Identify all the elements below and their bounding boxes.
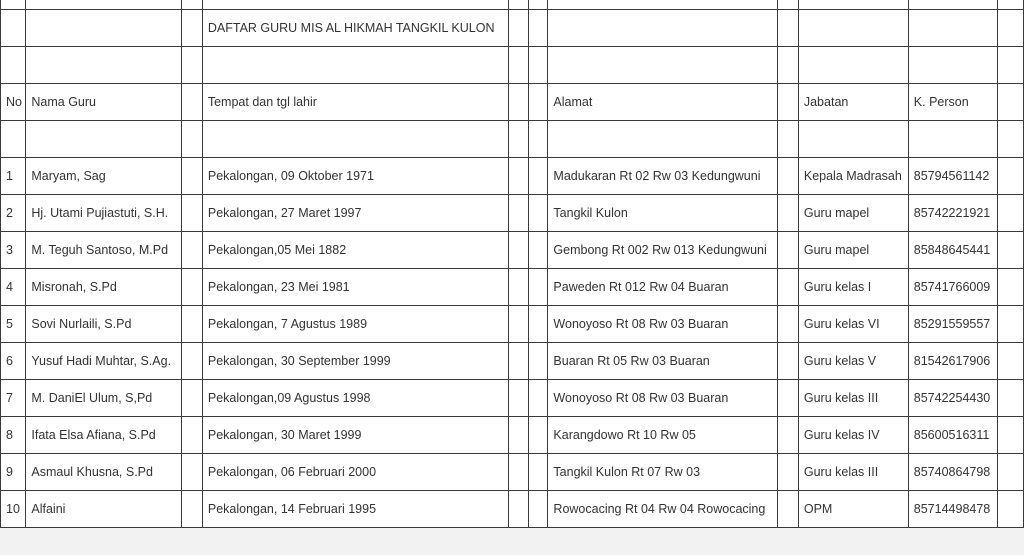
table-row <box>1 232 1024 269</box>
cell-jabatan: Guru mapel <box>798 232 908 269</box>
cell-kontak: 81542617906 <box>908 343 997 380</box>
cell-ttl: Pekalongan, 06 Februari 2000 <box>202 454 508 491</box>
cell-no: 9 <box>1 454 26 491</box>
cell-jabatan: OPM <box>798 491 908 528</box>
blank-row <box>1 47 1024 84</box>
cell-no: 2 <box>1 195 26 232</box>
cell-alamat: Paweden Rt 012 Rw 04 Buaran <box>548 269 778 306</box>
table-row <box>1 158 1024 195</box>
cell-alamat: Gembong Rt 002 Rw 013 Kedungwuni <box>548 232 778 269</box>
cell-nama: Asmaul Khusna, S.Pd <box>26 454 182 491</box>
cell-nama: M. DaniEl Ulum, S,Pd <box>26 380 182 417</box>
table-row <box>1 491 1024 528</box>
header-ttl: Tempat dan tgl lahir <box>202 84 508 121</box>
cell-kontak: 85740864798 <box>908 454 997 491</box>
cell-jabatan: Guru kelas VI <box>798 306 908 343</box>
cell-ttl: Pekalongan, 27 Maret 1997 <box>202 195 508 232</box>
cell-nama: Misronah, S.Pd <box>26 269 182 306</box>
title-row <box>1 10 1024 47</box>
table-row <box>1 454 1024 491</box>
cell-ttl: Pekalongan, 30 Maret 1999 <box>202 417 508 454</box>
cell-nama: M. Teguh Santoso, M.Pd <box>26 232 182 269</box>
cell-alamat: Buaran Rt 05 Rw 03 Buaran <box>548 343 778 380</box>
cell-alamat: Wonoyoso Rt 08 Rw 03 Buaran <box>548 380 778 417</box>
cell-ttl: Pekalongan, 09 Oktober 1971 <box>202 158 508 195</box>
table-title: DAFTAR GURU MIS AL HIKMAH TANGKIL KULON <box>202 10 508 47</box>
header-alamat: Alamat <box>548 84 778 121</box>
cell-kontak: 85742254430 <box>908 380 997 417</box>
header-row <box>1 84 1024 121</box>
table-row <box>1 380 1024 417</box>
blank-row <box>1 0 1024 10</box>
table-row <box>1 269 1024 306</box>
cell-ttl: Pekalongan, 23 Mei 1981 <box>202 269 508 306</box>
header-nama: Nama Guru <box>26 84 182 121</box>
header-jabatan: Jabatan <box>798 84 908 121</box>
table-body <box>1 0 1024 528</box>
cell-nama: Sovi Nurlaili, S.Pd <box>26 306 182 343</box>
cell-no: 6 <box>1 343 26 380</box>
cell-alamat: Karangdowo Rt 10 Rw 05 <box>548 417 778 454</box>
cell-jabatan: Guru kelas I <box>798 269 908 306</box>
table-row <box>1 343 1024 380</box>
cell-alamat: Rowocacing Rt 04 Rw 04 Rowocacing <box>548 491 778 528</box>
cell-jabatan: Guru mapel <box>798 195 908 232</box>
cell-nama: Ifata Elsa Afiana, S.Pd <box>26 417 182 454</box>
cell-no: 7 <box>1 380 26 417</box>
cell-ttl: Pekalongan, 14 Februari 1995 <box>202 491 508 528</box>
cell-jabatan: Guru kelas III <box>798 454 908 491</box>
cell-nama: Hj. Utami Pujiastuti, S.H. <box>26 195 182 232</box>
table-row <box>1 195 1024 232</box>
cell-alamat: Tangkil Kulon Rt 07 Rw 03 <box>548 454 778 491</box>
cell-no: 1 <box>1 158 26 195</box>
cell-jabatan: Guru kelas III <box>798 380 908 417</box>
cell-kontak: 85291559557 <box>908 306 997 343</box>
cell-kontak: 85848645441 <box>908 232 997 269</box>
cell-no: 5 <box>1 306 26 343</box>
blank-row <box>1 121 1024 158</box>
cell-ttl: Pekalongan,05 Mei 1882 <box>202 232 508 269</box>
cell-no: 3 <box>1 232 26 269</box>
table-row <box>1 417 1024 454</box>
cell-jabatan: Guru kelas IV <box>798 417 908 454</box>
cell-no: 10 <box>1 491 26 528</box>
cell-kontak: 85714498478 <box>908 491 997 528</box>
cell-jabatan: Guru kelas V <box>798 343 908 380</box>
cell-alamat: Tangkil Kulon <box>548 195 778 232</box>
cell-nama: Alfaini <box>26 491 182 528</box>
cell-kontak: 85794561142 <box>908 158 997 195</box>
cell-ttl: Pekalongan, 7 Agustus 1989 <box>202 306 508 343</box>
cell-kontak: 85742221921 <box>908 195 997 232</box>
cell-no: 8 <box>1 417 26 454</box>
table-row <box>1 306 1024 343</box>
cell-nama: Maryam, Sag <box>26 158 182 195</box>
header-kontak: K. Person <box>908 84 997 121</box>
cell-nama: Yusuf Hadi Muhtar, S.Ag. <box>26 343 182 380</box>
cell-ttl: Pekalongan, 30 September 1999 <box>202 343 508 380</box>
cell-alamat: Madukaran Rt 02 Rw 03 Kedungwuni <box>548 158 778 195</box>
cell-jabatan: Kepala Madrasah <box>798 158 908 195</box>
cell-kontak: 85600516311 <box>908 417 997 454</box>
cell-alamat: Wonoyoso Rt 08 Rw 03 Buaran <box>548 306 778 343</box>
cell-no: 4 <box>1 269 26 306</box>
cell-ttl: Pekalongan,09 Agustus 1998 <box>202 380 508 417</box>
cell-kontak: 85741766009 <box>908 269 997 306</box>
header-no: No <box>1 84 26 121</box>
